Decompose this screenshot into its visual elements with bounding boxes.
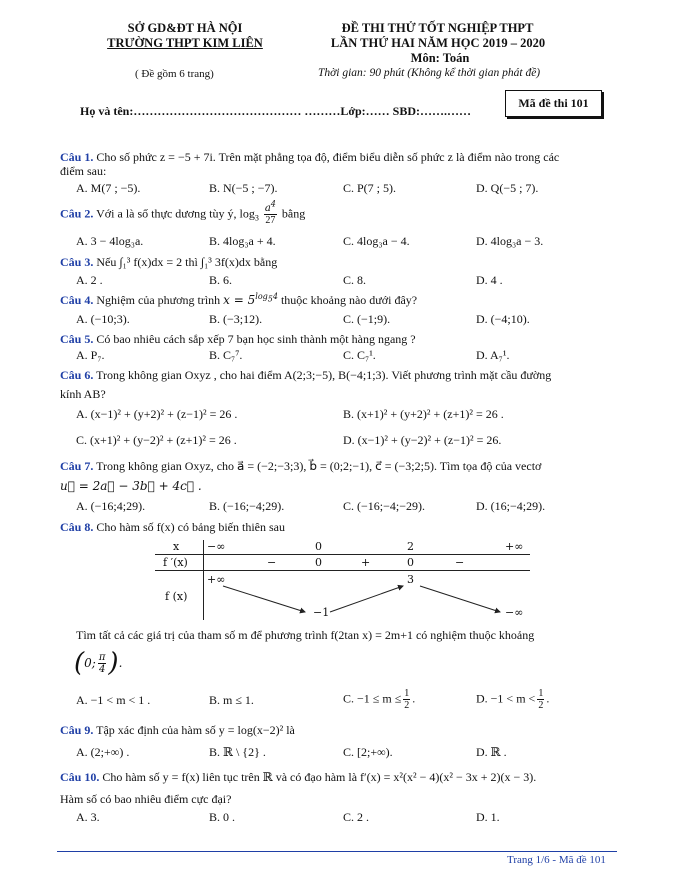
q8-option-a: A. −1 < m < 1 . — [76, 693, 151, 707]
variation-table — [155, 540, 530, 620]
x-pos-inf: +∞ — [505, 540, 524, 553]
arrow-down-2 — [420, 586, 500, 612]
exam-round: LẦN THỨ HAI NĂM HỌC 2019 – 2020 — [330, 36, 546, 50]
f-pos-inf: +∞ — [207, 573, 226, 586]
fprime-zero-2: 0 — [407, 556, 414, 569]
q8-interval: (0; $\frac{\pi}{4}$ ). — [74, 648, 123, 678]
q3-option-c: C. 8. — [343, 273, 367, 287]
student-info-line: Họ và tên:…………………………………… ………Lớp:…… SBD:…….…… — [80, 104, 471, 118]
question-6: Câu 6. Trong không gian Oxyz , cho hai điểm A(2;3;−5), B(−4;1;3). Viết phương trình mặt cầu đường — [60, 368, 552, 382]
q5-option-c: C. C₇¹. — [343, 348, 376, 362]
q6-option-a: A. (x−1)² + (y+2)² + (z−1)² = 26 . — [76, 407, 238, 421]
fprime-zero-1: 0 — [315, 556, 322, 569]
q1-option-d: D. Q(−5 ; 7). — [476, 181, 539, 195]
page-count-note: ( Đề gồm 6 trang) — [135, 68, 214, 80]
q3-option-a: A. 2 . — [76, 273, 103, 287]
question-3: Câu 3. Nếu ∫₁³ f(x)dx = 2 thì ∫₁³ 3f(x)dx bằng — [60, 255, 278, 269]
exam-code-box: Mã đề thi 101 — [505, 90, 602, 117]
q5-option-b: B. C₇⁷. — [209, 348, 243, 362]
q10-option-a: A. 3. — [76, 810, 100, 824]
q5-option-d: D. A₇¹. — [476, 348, 510, 362]
question-6-cont: kính AB? — [60, 387, 106, 401]
q5-option-a: A. P₇. — [76, 348, 105, 362]
question-8: Câu 8. Cho hàm số f(x) có bảng biến thiên sau — [60, 520, 285, 534]
f-min-neg1: −1 — [313, 606, 330, 619]
q6-option-d: D. (x−1)² + (y−2)² + (z−1)² = 26. — [343, 433, 502, 447]
q9-option-d: D. ℝ . — [476, 745, 507, 759]
f-neg-inf: −∞ — [505, 606, 524, 619]
question-7: Câu 7. Trong không gian Oxyz, cho a⃗ = (−2;−3;3), b⃗ = (0;2;−1), c⃗ = (−3;2;5). Tìm tọa độ của vectơ — [60, 459, 542, 473]
q2-option-b: B. 4log₃a + 4. — [209, 234, 276, 248]
question-5: Câu 5. Có bao nhiêu cách sắp xếp 7 bạn học sinh thành một hàng ngang ? — [60, 332, 416, 346]
question-1: Câu 1. Cho số phức z = −5 + 7i. Trên mặt phẳng tọa độ, điểm biểu diễn số phức z là điểm nào trong các — [60, 150, 560, 164]
q2-option-d: D. 4log₃a − 3. — [476, 234, 544, 248]
fprime-sign-1: − — [267, 556, 277, 569]
exam-title: ĐỀ THI THỬ TỐT NGHIỆP THPT — [341, 21, 534, 35]
q1-option-a: A. M(7 ; −5). — [76, 181, 141, 195]
q8-option-c: C. −1 ≤ m ≤ $\frac{1}{2}$ . — [343, 688, 416, 711]
q1-option-b: B. N(−5 ; −7). — [209, 181, 278, 195]
time-limit: Thời gian: 90 phút (Không kể thời gian phát đề) — [318, 67, 541, 79]
q10-option-c: C. 2 . — [343, 810, 370, 824]
page-footer: Trang 1/6 - Mã đề 101 — [507, 854, 606, 866]
fprime-sign-3: − — [455, 556, 465, 569]
q3-option-d: D. 4 . — [476, 273, 503, 287]
arrow-down-1 — [223, 586, 305, 612]
question-9: Câu 9. Tập xác định của hàm số y = log(x−2)² là — [60, 723, 295, 737]
q4-option-d: D. (−4;10). — [476, 312, 530, 326]
subject: Môn: Toán — [410, 51, 470, 65]
q9-option-a: A. (2;+∞) . — [76, 745, 130, 759]
q6-option-c: C. (x+1)² + (y−2)² + (z+1)² = 26 . — [76, 433, 237, 447]
x-zero: 0 — [315, 540, 322, 553]
q8-option-d: D. −1 < m < $\frac{1}{2}$ . — [476, 688, 550, 711]
footer-rule — [57, 851, 617, 852]
question-1-cont: điểm sau: — [60, 164, 107, 178]
fprime-sign-2: + — [361, 556, 371, 569]
q3-option-b: B. 6. — [209, 273, 233, 287]
q8-option-b: B. m ≤ 1. — [209, 693, 254, 707]
x-two: 2 — [407, 540, 414, 553]
q10-option-b: B. 0 . — [209, 810, 236, 824]
q4-option-b: B. (−3;12). — [209, 312, 263, 326]
q10-option-d: D. 1. — [476, 810, 500, 824]
row-label-f: f (x) — [165, 590, 188, 603]
arrow-up — [330, 586, 403, 612]
q9-option-b: B. ℝ \ {2} . — [209, 745, 266, 759]
q4-option-a: A. (−10;3). — [76, 312, 130, 326]
question-10-cont: Hàm số có bao nhiêu điểm cực đại? — [60, 792, 232, 806]
question-10: Câu 10. Cho hàm số y = f(x) liên tục trên ℝ và có đạo hàm là f′(x) = x²(x² − 4)(x² − 3x + 2)(x − 3). — [60, 770, 537, 784]
q4-option-c: C. (−1;9). — [343, 312, 391, 326]
q2-option-a: A. 3 − 4log₃a. — [76, 234, 144, 248]
department-name: SỞ GD&ĐT HÀ NỘI — [127, 21, 243, 35]
q7-option-a: A. (−16;4;29). — [76, 499, 146, 513]
q2-option-c: C. 4log₃a − 4. — [343, 234, 410, 248]
q9-option-c: C. [2;+∞). — [343, 745, 393, 759]
school-name: TRƯỜNG THPT KIM LIÊN — [107, 36, 263, 50]
row-label-fprime: f ′(x) — [163, 556, 188, 569]
row-label-x: x — [173, 540, 180, 553]
q7-option-d: D. (16;−4;29). — [476, 499, 546, 513]
f-max-3: 3 — [407, 573, 414, 586]
question-4: Câu 4. Nghiệm của phương trình $x = 5^{log_54}$ thuộc khoảng nào dưới đây? — [60, 292, 418, 307]
q6-option-b: B. (x+1)² + (y+2)² + (z+1)² = 26 . — [343, 407, 504, 421]
q7-option-b: B. (−16;−4;29). — [209, 499, 285, 513]
q1-option-c: C. P(7 ; 5). — [343, 181, 397, 195]
q7-option-c: C. (−16;−4;−29). — [343, 499, 425, 513]
x-neg-inf: −∞ — [207, 540, 226, 553]
question-2: Câu 2. Với a là số thực dương tùy ý, $\log_3$ $\frac{a^4}{27}$ bằng — [60, 199, 306, 226]
variation-arrows — [155, 540, 530, 620]
question-7-cont: u⃗ = 2a⃗ − 3b⃗ + 4c⃗ . — [60, 479, 202, 493]
question-8-cont: Tìm tất cả các giá trị của tham số m để phương trình f(2tan x) = 2m+1 có nghiệm thuộc khoảng — [76, 628, 535, 642]
